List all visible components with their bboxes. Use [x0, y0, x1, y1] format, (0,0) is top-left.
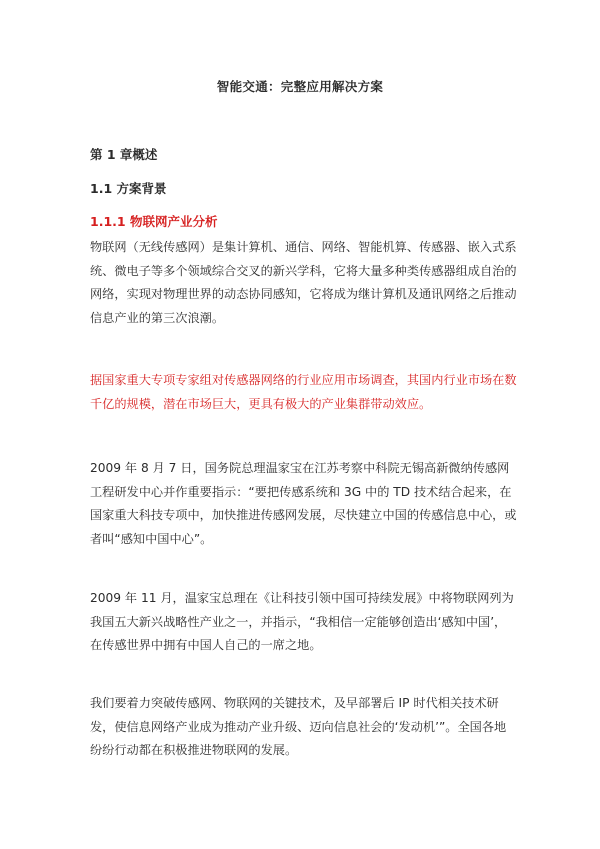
paragraph-key-technology: 我们要着力突破传感网、物联网的关键技术，及早部署后 IP 时代相关技术研发，使信息网络产业成为推动产业升级、迈向信息社会的‘发动机’”。全国各地纷纷行动都在积极推进物联网的发展。 — [90, 696, 507, 758]
chapter-heading: 第 1 章概述 — [90, 147, 158, 162]
subsection-heading: 1.1.1 物联网产业分析 — [90, 214, 218, 229]
section-heading: 1.1 方案背景 — [90, 181, 167, 196]
paragraph-market-survey: 据国家重大专项专家组对传感器网络的行业应用市场调查，其国内行业市场在数千亿的规模，潜在市场巨大，更具有极大的产业集群带动效应。 — [90, 373, 517, 411]
paragraph-premier-instruction-aug-2009: 2009 年 8 月 7 日，国务院总理温家宝在江苏考察中科院无锡高新微纳传感网工程研发中心并作重要指示：“要把传感系统和 3G 中的 TD 技术结合起来，在国家重大科技专项中，加快推进传感网发展，尽快建立中国的传感信息中心，或者叫“感知中国中心”。 — [90, 461, 517, 546]
document-title: 智能交通：完整应用解决方案 — [216, 79, 384, 94]
paragraph-premier-speech-nov-2009: 2009 年 11 月，温家宝总理在《让科技引领中国可持续发展》中将物联网列为我国五大新兴战略性产业之一，并指示，“我相信一定能够创造出‘感知中国’，在传感世界中拥有中国人自己的一席之地。 — [90, 591, 514, 653]
paragraph-iot-definition: 物联网（无线传感网）是集计算机、通信、网络、智能机算、传感器、嵌入式系统、微电子等多个领域综合交叉的新兴学科，它将大量多种类传感器组成自治的网络，实现对物理世界的动态协同感知，它将成为继计算机及通讯网络之后推动信息产业的第三次浪潮。 — [90, 240, 517, 325]
